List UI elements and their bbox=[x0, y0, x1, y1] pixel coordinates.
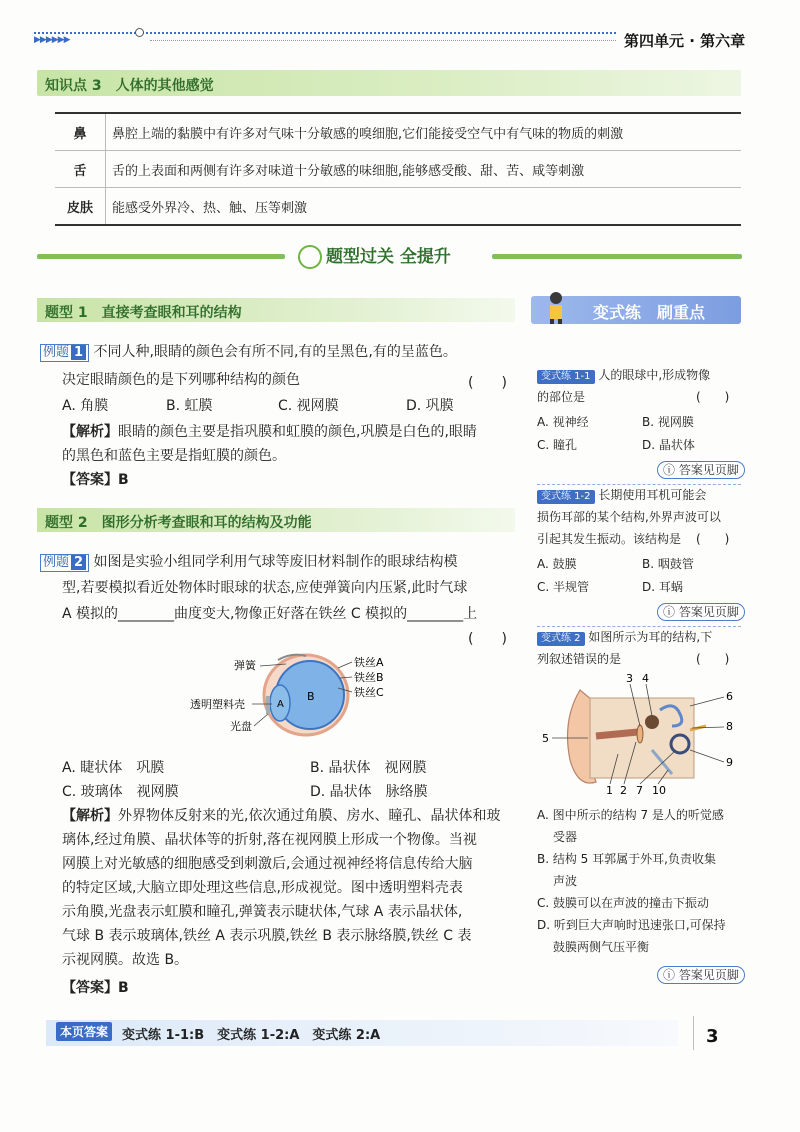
row-header: 皮肤 bbox=[55, 188, 106, 224]
option: B. 晶状体 视网膜 bbox=[310, 760, 427, 776]
explanation-line: 示角膜,光盘表示虹膜和瞳孔,弹簧表示睫状体,气球 A 表示晶状体, bbox=[62, 904, 463, 920]
ear-label: 2 bbox=[620, 784, 627, 797]
option: C. 玻璃体 视网膜 bbox=[62, 784, 179, 800]
example-tag: 例题 2 bbox=[40, 554, 89, 572]
figure-icon bbox=[541, 290, 571, 324]
eardrum-shape bbox=[637, 725, 643, 743]
answer-paren: ( ) bbox=[696, 532, 730, 546]
explanation-line: 气球 B 表示玻璃体,铁丝 A 表示巩膜,铁丝 B 表示脉络膜,铁丝 C 表 bbox=[62, 928, 472, 944]
type2-title: 题型 2 图形分析考查眼和耳的结构及功能 bbox=[45, 515, 312, 531]
example1-question-line1 bbox=[40, 342, 457, 363]
row-content: 舌的上表面和两侧有许多对味道十分敏感的味细胞,能够感受酸、甜、苦、咸等刺激 bbox=[112, 163, 585, 179]
option: D. 耳蜗 bbox=[642, 580, 683, 594]
banner-line-right bbox=[492, 254, 742, 259]
answer-link[interactable]: ⓘ 答案见页脚 bbox=[657, 461, 745, 479]
option: A. 视神经 bbox=[537, 415, 589, 429]
option: A. 图中所示的结构 7 是人的听觉感 bbox=[537, 808, 724, 822]
option: B. 咽鼓管 bbox=[642, 557, 694, 571]
footer-answers: 变式练 1-1:B 变式练 1-2:A 变式练 2:A bbox=[122, 1028, 381, 1043]
v12-line2: 损伤耳部的某个结构,外界声波可以 bbox=[537, 510, 721, 524]
option: A. 角膜 bbox=[62, 398, 109, 414]
header-arrows: ▶▶▶▶▶▶ bbox=[34, 35, 70, 45]
answer-paren: ( ) bbox=[696, 652, 730, 666]
header-dots bbox=[150, 40, 616, 41]
explanation-line: 示视网膜。故选 B。 bbox=[62, 952, 189, 968]
answer-line: 【答案】B bbox=[62, 980, 129, 996]
ossicles-shape bbox=[645, 715, 659, 729]
option: C. 半规管 bbox=[537, 580, 590, 594]
table-row bbox=[55, 188, 741, 224]
knowledge-table bbox=[55, 112, 741, 226]
explanation-line: 的特定区域,大脑立即处理这些信息,形成视觉。图中透明塑料壳表 bbox=[62, 880, 463, 896]
label-spring: 弹簧 bbox=[234, 659, 256, 672]
explanation-line: 【解析】外界物体反射来的光,依次通过角膜、房水、瞳孔、晶状体和玻 bbox=[62, 808, 501, 824]
disk-shape bbox=[266, 696, 270, 714]
answer-link[interactable]: ⓘ 答案见页脚 bbox=[657, 603, 745, 621]
question-text: 型,若要模拟看近处物体时眼球的状态,应使弹簧向内压紧,此时气球 bbox=[62, 580, 468, 596]
table-row bbox=[55, 151, 741, 188]
label-disk: 光盘 bbox=[230, 720, 252, 733]
type1-title: 题型 1 直接考查眼和耳的结构 bbox=[45, 305, 242, 321]
option: A. 鼓膜 bbox=[537, 557, 577, 571]
knowledge-title: 知识点 3 人体的其他感觉 bbox=[45, 78, 214, 94]
canal-shape bbox=[596, 732, 638, 736]
type2-title-bar bbox=[37, 508, 515, 532]
v11-line1: 变式练 1-1 人的眼球中,形成物像 bbox=[537, 366, 710, 384]
option: C. 视网膜 bbox=[278, 398, 339, 414]
answer-link[interactable]: ⓘ 答案见页脚 bbox=[657, 966, 745, 984]
question-text: 不同人种,眼睛的颜色会有所不同,有的呈黑色,有的呈蓝色。 bbox=[93, 344, 457, 360]
banner-line-left bbox=[37, 254, 285, 259]
eye-model-figure bbox=[188, 650, 408, 745]
ear-label: 4 bbox=[642, 672, 649, 685]
label-a: A bbox=[277, 699, 284, 710]
option: A. 睫状体 巩膜 bbox=[62, 760, 165, 776]
label-wire-b: 铁丝B bbox=[354, 671, 384, 684]
option: B. 虹膜 bbox=[166, 398, 213, 414]
explanation-line: 璃体,经过角膜、晶状体等的折射,落在视网膜上形成一个物像。当视 bbox=[62, 832, 477, 848]
variant-tag: 变式练 1-1 bbox=[537, 370, 595, 384]
option: D. 巩膜 bbox=[406, 398, 454, 414]
option: D. 晶状体 bbox=[642, 438, 695, 452]
header-rule bbox=[34, 32, 616, 34]
explanation-line: 【解析】眼睛的颜色主要是指巩膜和虹膜的颜色,巩膜是白色的,眼睛 bbox=[62, 424, 477, 440]
option: 鼓膜两侧气压平衡 bbox=[553, 940, 650, 954]
option: B. 视网膜 bbox=[642, 415, 694, 429]
question-text: 如图是实验小组同学利用气球等废旧材料制作的眼球结构模 bbox=[93, 554, 458, 570]
v2-line2: 列叙述错误的是 bbox=[537, 652, 622, 666]
example-tag: 例题 1 bbox=[40, 344, 89, 362]
explanation-line: 网膜上对光敏感的细胞感受到刺激后,会通过视神经将信息传给大脑 bbox=[62, 856, 473, 872]
label-wire-c: 铁丝C bbox=[354, 686, 384, 699]
answer-paren: ( ) bbox=[696, 390, 730, 404]
ear-label: 6 bbox=[726, 690, 733, 703]
v12-line3: 引起其发生振动。该结构是 bbox=[537, 532, 682, 546]
option: C. 鼓膜可以在声波的撞击下振动 bbox=[537, 896, 710, 910]
type1-title-bar bbox=[37, 298, 515, 322]
side-title: 变式练 刷重点 bbox=[593, 303, 706, 322]
v12-line1: 变式练 1-2 长期使用耳机可能会 bbox=[537, 486, 706, 504]
banner-text: 题型过关 全提升 bbox=[326, 247, 451, 267]
label-wire-a: 铁丝A bbox=[354, 656, 384, 669]
side-header bbox=[531, 296, 741, 324]
option: D. 晶状体 脉络膜 bbox=[310, 784, 428, 800]
gear-icon bbox=[298, 245, 322, 269]
banner bbox=[298, 242, 451, 269]
ear-label: 8 bbox=[726, 720, 733, 733]
row-content: 能感受外界冷、热、触、压等刺激 bbox=[112, 200, 308, 216]
answer-paren: ( ) bbox=[468, 375, 507, 391]
ear-label: 3 bbox=[626, 672, 633, 685]
row-header: 舌 bbox=[55, 151, 106, 187]
knowledge-title-bar bbox=[37, 70, 741, 96]
label-shell: 透明塑料壳 bbox=[190, 698, 245, 711]
option: 受器 bbox=[553, 830, 578, 844]
variant-tag: 变式练 1-2 bbox=[537, 490, 595, 504]
answer-line: 【答案】B bbox=[62, 472, 129, 488]
ear-label: 10 bbox=[652, 784, 666, 797]
ear-figure bbox=[540, 670, 745, 800]
divider bbox=[537, 484, 741, 485]
option: 声波 bbox=[553, 874, 578, 888]
ear-label: 5 bbox=[542, 732, 549, 745]
answer-paren: ( ) bbox=[468, 631, 507, 647]
label-b: B bbox=[307, 690, 315, 703]
ear-label: 9 bbox=[726, 756, 733, 769]
variant-tag: 变式练 2 bbox=[537, 632, 585, 646]
table-row bbox=[55, 114, 741, 151]
option: C. 瞳孔 bbox=[537, 438, 578, 452]
row-header: 鼻 bbox=[55, 114, 106, 150]
explanation-line: 的黑色和蓝色主要是指虹膜的颜色。 bbox=[62, 448, 286, 464]
v2-line1: 变式练 2 如图所示为耳的结构,下 bbox=[537, 628, 712, 646]
example1-question-line2: 决定眼睛颜色的是下列哪种结构的颜色 bbox=[62, 372, 300, 388]
page-number: 3 bbox=[706, 1026, 719, 1047]
option: B. 结构 5 耳郭属于外耳,负责收集 bbox=[537, 852, 716, 866]
ear-label: 7 bbox=[636, 784, 643, 797]
option: D. 听到巨大声响时迅速张口,可保持 bbox=[537, 918, 726, 932]
footer-tag: 本页答案 bbox=[56, 1022, 112, 1041]
row-content: 鼻腔上端的黏膜中有许多对气味十分敏感的嗅细胞,它们能接受空气中有气味的物质的刺激 bbox=[112, 126, 624, 142]
chapter-title: 第四单元 · 第六章 bbox=[624, 32, 746, 50]
question-text: A 模拟的________曲度变大,物像正好落在铁丝 C 模拟的________上 bbox=[62, 606, 478, 622]
ear-label: 1 bbox=[606, 784, 613, 797]
v11-line2: 的部位是 bbox=[537, 390, 586, 404]
footer-divider bbox=[693, 1016, 694, 1050]
example2-question-line1 bbox=[40, 552, 458, 573]
header-circle bbox=[135, 28, 144, 37]
divider bbox=[537, 626, 741, 627]
